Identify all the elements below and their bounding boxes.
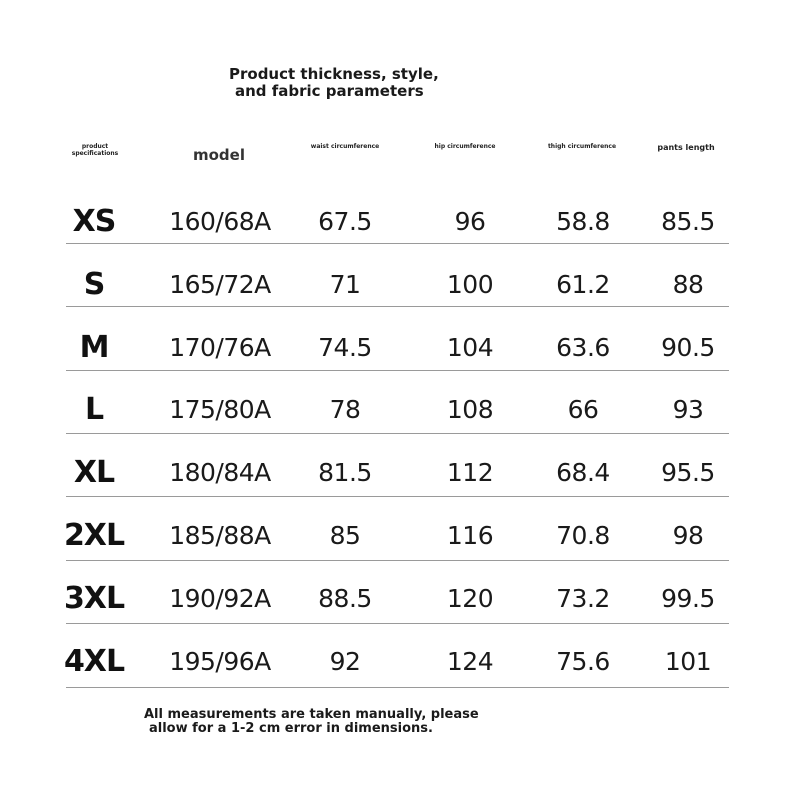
table-row	[0, 453, 800, 493]
row-divider	[66, 687, 729, 688]
waist-cell: 78	[329, 395, 361, 424]
measurement-note-line-2: allow for a 1-2 cm error in dimensions.	[149, 721, 433, 736]
waist-cell: 88.5	[318, 584, 372, 613]
model-cell: 190/92A	[169, 584, 271, 613]
table-row	[0, 579, 800, 619]
title-line-1: Product thickness, style,	[229, 65, 439, 83]
thigh-cell: 70.8	[556, 521, 610, 550]
size-cell: L	[84, 392, 104, 427]
header-hip-circumference: hip circumference	[434, 143, 496, 150]
table-row	[0, 390, 800, 430]
thigh-cell: 63.6	[556, 333, 610, 362]
title-line-2: and fabric parameters	[235, 82, 424, 100]
table-row	[0, 642, 800, 682]
header-product-specifications: product specifications	[71, 143, 119, 157]
size-cell: XS	[72, 204, 116, 239]
pants-length-cell: 88	[672, 270, 704, 299]
hip-cell: 96	[454, 207, 486, 236]
hip-cell: 124	[446, 647, 494, 676]
thigh-cell: 73.2	[556, 584, 610, 613]
hip-cell: 112	[446, 458, 494, 487]
size-cell: S	[83, 267, 105, 302]
thigh-cell: 58.8	[556, 207, 610, 236]
pants-length-cell: 93	[672, 395, 704, 424]
table-row	[0, 328, 800, 368]
hip-cell: 104	[446, 333, 494, 362]
table-row	[0, 202, 800, 242]
pants-length-cell: 85.5	[661, 207, 715, 236]
waist-cell: 67.5	[318, 207, 372, 236]
model-cell: 165/72A	[169, 270, 271, 299]
thigh-cell: 68.4	[556, 458, 610, 487]
table-row	[0, 265, 800, 305]
size-cell: M	[79, 330, 109, 365]
waist-cell: 85	[329, 521, 361, 550]
row-divider	[66, 623, 729, 624]
pants-length-cell: 95.5	[661, 458, 715, 487]
page-title	[229, 66, 559, 100]
row-divider	[66, 496, 729, 497]
table-row	[0, 516, 800, 556]
model-cell: 160/68A	[169, 207, 271, 236]
thigh-cell: 61.2	[556, 270, 610, 299]
header-thigh-circumference: thigh circumference	[547, 143, 617, 150]
pants-length-cell: 90.5	[661, 333, 715, 362]
size-cell: 3XL	[63, 581, 125, 616]
thigh-cell: 75.6	[556, 647, 610, 676]
header-pants-length: pants length	[657, 143, 715, 152]
pants-length-cell: 99.5	[661, 584, 715, 613]
header-waist-circumference: waist circumference	[310, 143, 380, 150]
measurement-note	[144, 708, 564, 736]
header-model: model	[193, 146, 245, 164]
measurement-note-line-1: All measurements are taken manually, please	[144, 707, 479, 722]
row-divider	[66, 433, 729, 434]
waist-cell: 92	[329, 647, 361, 676]
hip-cell: 100	[446, 270, 494, 299]
row-divider	[66, 243, 729, 244]
hip-cell: 120	[446, 584, 494, 613]
model-cell: 195/96A	[169, 647, 271, 676]
hip-cell: 116	[446, 521, 494, 550]
size-cell: 2XL	[63, 518, 125, 553]
pants-length-cell: 101	[664, 647, 712, 676]
hip-cell: 108	[446, 395, 494, 424]
model-cell: 185/88A	[169, 521, 271, 550]
model-cell: 175/80A	[169, 395, 271, 424]
size-cell: 4XL	[63, 644, 125, 679]
waist-cell: 74.5	[318, 333, 372, 362]
row-divider	[66, 370, 729, 371]
model-cell: 180/84A	[169, 458, 271, 487]
row-divider	[66, 306, 729, 307]
waist-cell: 71	[329, 270, 361, 299]
row-divider	[66, 560, 729, 561]
model-cell: 170/76A	[169, 333, 271, 362]
waist-cell: 81.5	[318, 458, 372, 487]
pants-length-cell: 98	[672, 521, 704, 550]
thigh-cell: 66	[567, 395, 599, 424]
size-cell: XL	[73, 455, 115, 490]
